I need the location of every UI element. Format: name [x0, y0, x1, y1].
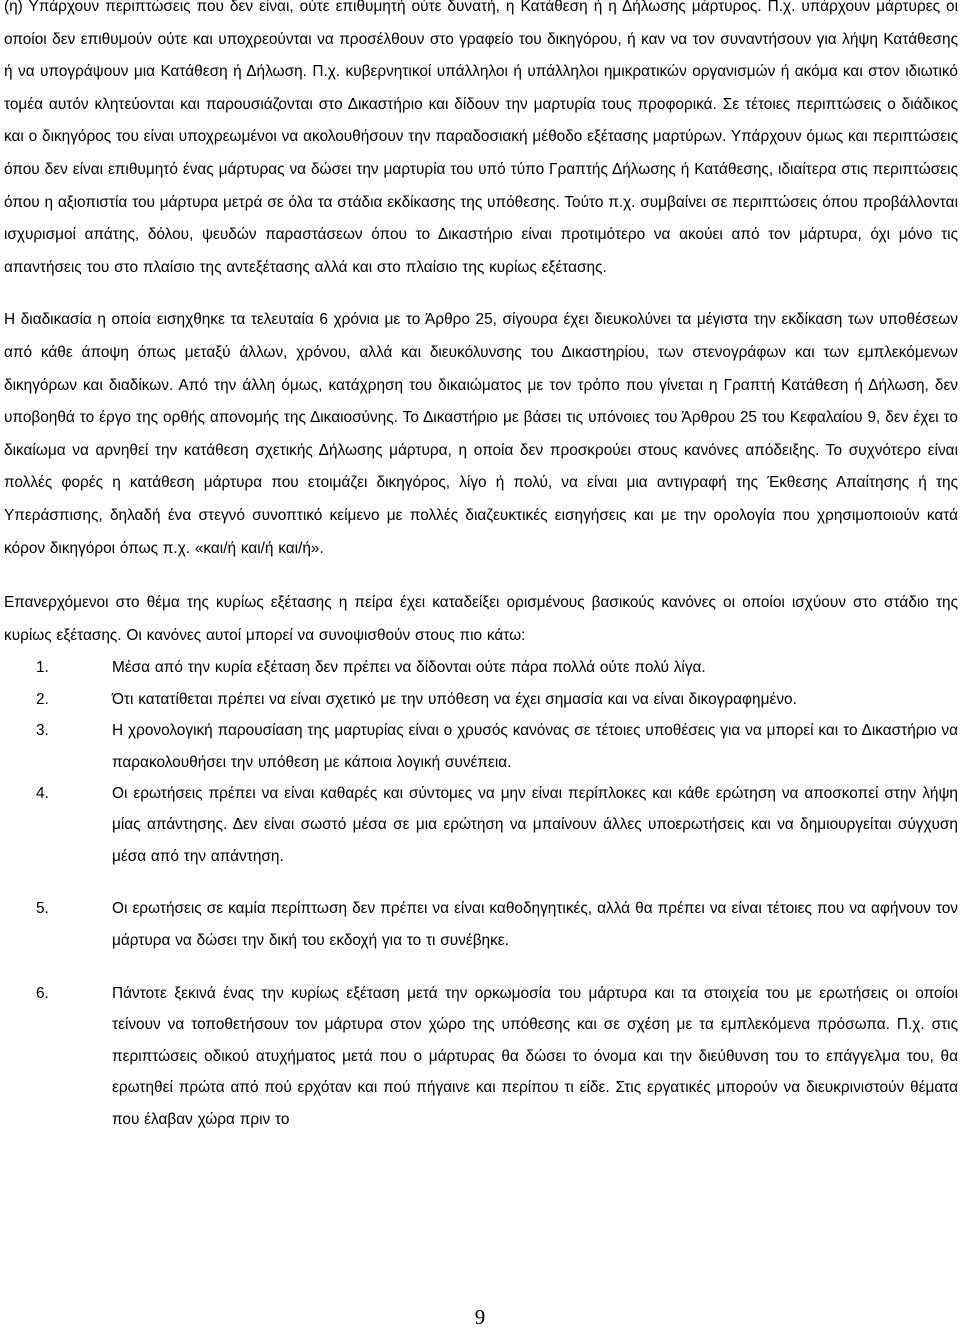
list-item-text: Οι ερωτήσεις πρέπει να είναι καθαρές και σύντομες να μην είναι περίπλοκες και κάθε ερώτηση να αποσκοπεί στην λήψη μίας απάντησης. Δεν είναι σωστό μέσα σε μια ερώτηση να μπαίνουν άλλες υποερωτήσεις και να δημιουργείται σύγχυση μέσα από την απάντηση.: [112, 784, 958, 865]
paragraph-basic-rules-intro: Επανερχόμενοι στο θέμα της κυρίως εξέτασης η πείρα έχει καταδείξει ορισμένους βασικούς κανόνες οι οποίοι ισχύουν στο στάδιο της κυρίως εξέτασης. Οι κανόνες αυτοί μπορεί να συνοψισθούν στους πιο κάτω:: [4, 594, 958, 644]
paragraph-article-25: Η διαδικασία η οποία εισηχθηκε τα τελευταία 6 χρόνια με το Άρθρο 25, σίγουρα έχει διευκολύνει τα μέγιστα την εκδίκαση των υποθέσεων από κάθε άποψη όπως μεταξύ άλλων, χρόνου, αλλά και διευκόλυνσης του Δικαστηρίου, των στενογράφων και των εμπλεκόμενων δικηγόρων και διαδίκων. Από την άλλη όμως, κατάχρηση του δικαιώματος με τον τρόπο που γίνεται η Γραπτή Κατάθεση ή Δήλωση, δεν υποβοηθά το έργο της ορθής απονομής της Δικαιοσύνης. Το Δικαστήριο με βάσει τις υπόνοιες του Άρθρου 25 του Κεφαλαίου 9, δεν έχει το δικαίωμα να αρνηθεί την κατάθεση σχετικής Δήλωσης μάρτυρα, η οποία δεν προσκρούει στους κανόνες απόδειξης. Το συχνότερο είναι πολλές φορές η κατάθεση μάρτυρα που ετοιμάζει δικηγόρος, λίγο ή πολύ, να είναι μια αντιγραφή της Έκθεσης Απαίτησης ή της Υπεράσπισης, δηλαδή ένα στεγνό συνοπτικό κείμενο με πολλές διαζευκτικές εισηγήσεις και με την ορολογία που χρησιμοποιούν κατά κόρον δικηγόροι όπως π.χ. «και/ή και/ή και/ή».: [4, 311, 958, 557]
list-item-text: Μέσα από την κυρία εξέταση δεν πρέπει να δίδονται ούτε πάρα πολλά ούτε πολύ λίγα.: [112, 659, 706, 677]
document-page: [4, 0, 958, 1135]
list-item: [4, 652, 958, 683]
rules-list: [4, 652, 958, 1135]
paragraph-exceptions: (η) Υπάρχουν περιπτώσεις που δεν είναι, ούτε επιθυμητή ούτε δυνατή, η Κατάθεση ή η Δήλωσης μάρτυρος. Π.χ. υπάρχουν μάρτυρες οι οποίοι δεν επιθυμούν ούτε και υποχρεούνται να προσέλθουν στο γραφείο του δικηγόρου, ή καν να τον συναντήσουν για λήψη Κατάθεσης ή να υπογράψουν μια Κατάθεση ή Δήλωση. Π.χ. κυβερνητικοί υπάλληλοι ή υπάλληλοι ημικρατικών οργανισμών ή ακόμα και στον ιδιωτικό τομέα αυτόν κλητεύονται και παρουσιάζονται στο Δικαστήριο και δίδουν την μαρτυρία τους προφορικά. Σε τέτοιες περιπτώσεις ο διάδικος και ο δικηγόρος του είναι υποχρεωμένοι να ακολουθήσουν την παραδοσιακή μέθοδο εξέτασης μαρτύρων. Υπάρχουν όμως και περιπτώσεις όπου δεν είναι επιθυμητό ένας μάρτυρας να δώσει την μαρτυρία του υπό τύπο Γραπτής Δήλωσης ή Κατάθεσης, ιδιαίτερα στις περιπτώσεις όπου η αξιοπιστία του μάρτυρα μετρά σε όλα τα στάδια εκδίκασης της υπόθεσης. Τούτο π.χ. συμβαίνει σε περιπτώσεις όπου προβάλλονται ισχυρισμοί απάτης, δόλου, ψευδών παραστάσεων όπου το Δικαστήριο είναι προτιμότερο να ακούει από τον μάρτυρα, όχι μόνο τις απαντήσεις του στο πλαίσιο της αντεξέτασης αλλά και στο πλαίσιο της κυρίως εξέτασης.: [4, 0, 958, 276]
list-item: [4, 684, 958, 715]
list-item: [4, 978, 958, 1135]
list-item: [4, 778, 958, 872]
list-item: [4, 893, 958, 956]
list-item-number: 5.: [36, 900, 49, 918]
list-item-text: Οι ερωτήσεις σε καμία περίπτωση δεν πρέπει να είναι καθοδηγητικές, αλλά θα πρέπει να είναι τέτοιες που να αφήνουν τον μάρτυρα να δώσει την δική του εκδοχή για το τι συνέβηκε.: [112, 900, 958, 949]
list-item-text: Η χρονολογική παρουσίαση της μαρτυρίας είναι ο χρυσός κανόνας σε τέτοιες υποθέσεις για να μπορεί και το Δικαστήριο να παρακολουθήσει την υπόθεση με κάποια λογική συνέπεια.: [112, 722, 958, 771]
list-item: [4, 715, 958, 778]
list-item-number: 1.: [36, 659, 49, 677]
list-item-number: 4.: [36, 784, 49, 802]
list-item-text: Ότι κατατίθεται πρέπει να είναι σχετικό με την υπόθεση να έχει σημασία και να είναι δικογραφημένο.: [112, 690, 797, 708]
list-item-number: 3.: [36, 722, 49, 740]
list-item-number: 6.: [36, 984, 49, 1002]
page-number: 9: [474, 1305, 486, 1329]
list-item-text: Πάντοτε ξεκινά ένας την κυρίως εξέταση μετά την ορκωμοσία του μάρτυρα και τα στοιχεία του με ερωτήσεις οι οποίοι τείνουν να τοποθετήσουν τον μάρτυρα στον χώρο της υπόθεσης και σε σχέση με τα εμπλεκόμενα πρόσωπα. Π.χ. στις περιπτώσεις οδικού ατυχήματος μετά που ο μάρτυρας θα δώσει το όνομα και την διεύθυνση του το επάγγελμα του, θα ερωτηθεί πρώτα από πού ερχόταν και πού πήγαινε και περίπου τι είδε. Στις εργατικές μπορούν να διευκρινιστούν θέματα που έλαβαν χώρα πριν το: [112, 984, 958, 1128]
list-item-number: 2.: [36, 690, 49, 708]
